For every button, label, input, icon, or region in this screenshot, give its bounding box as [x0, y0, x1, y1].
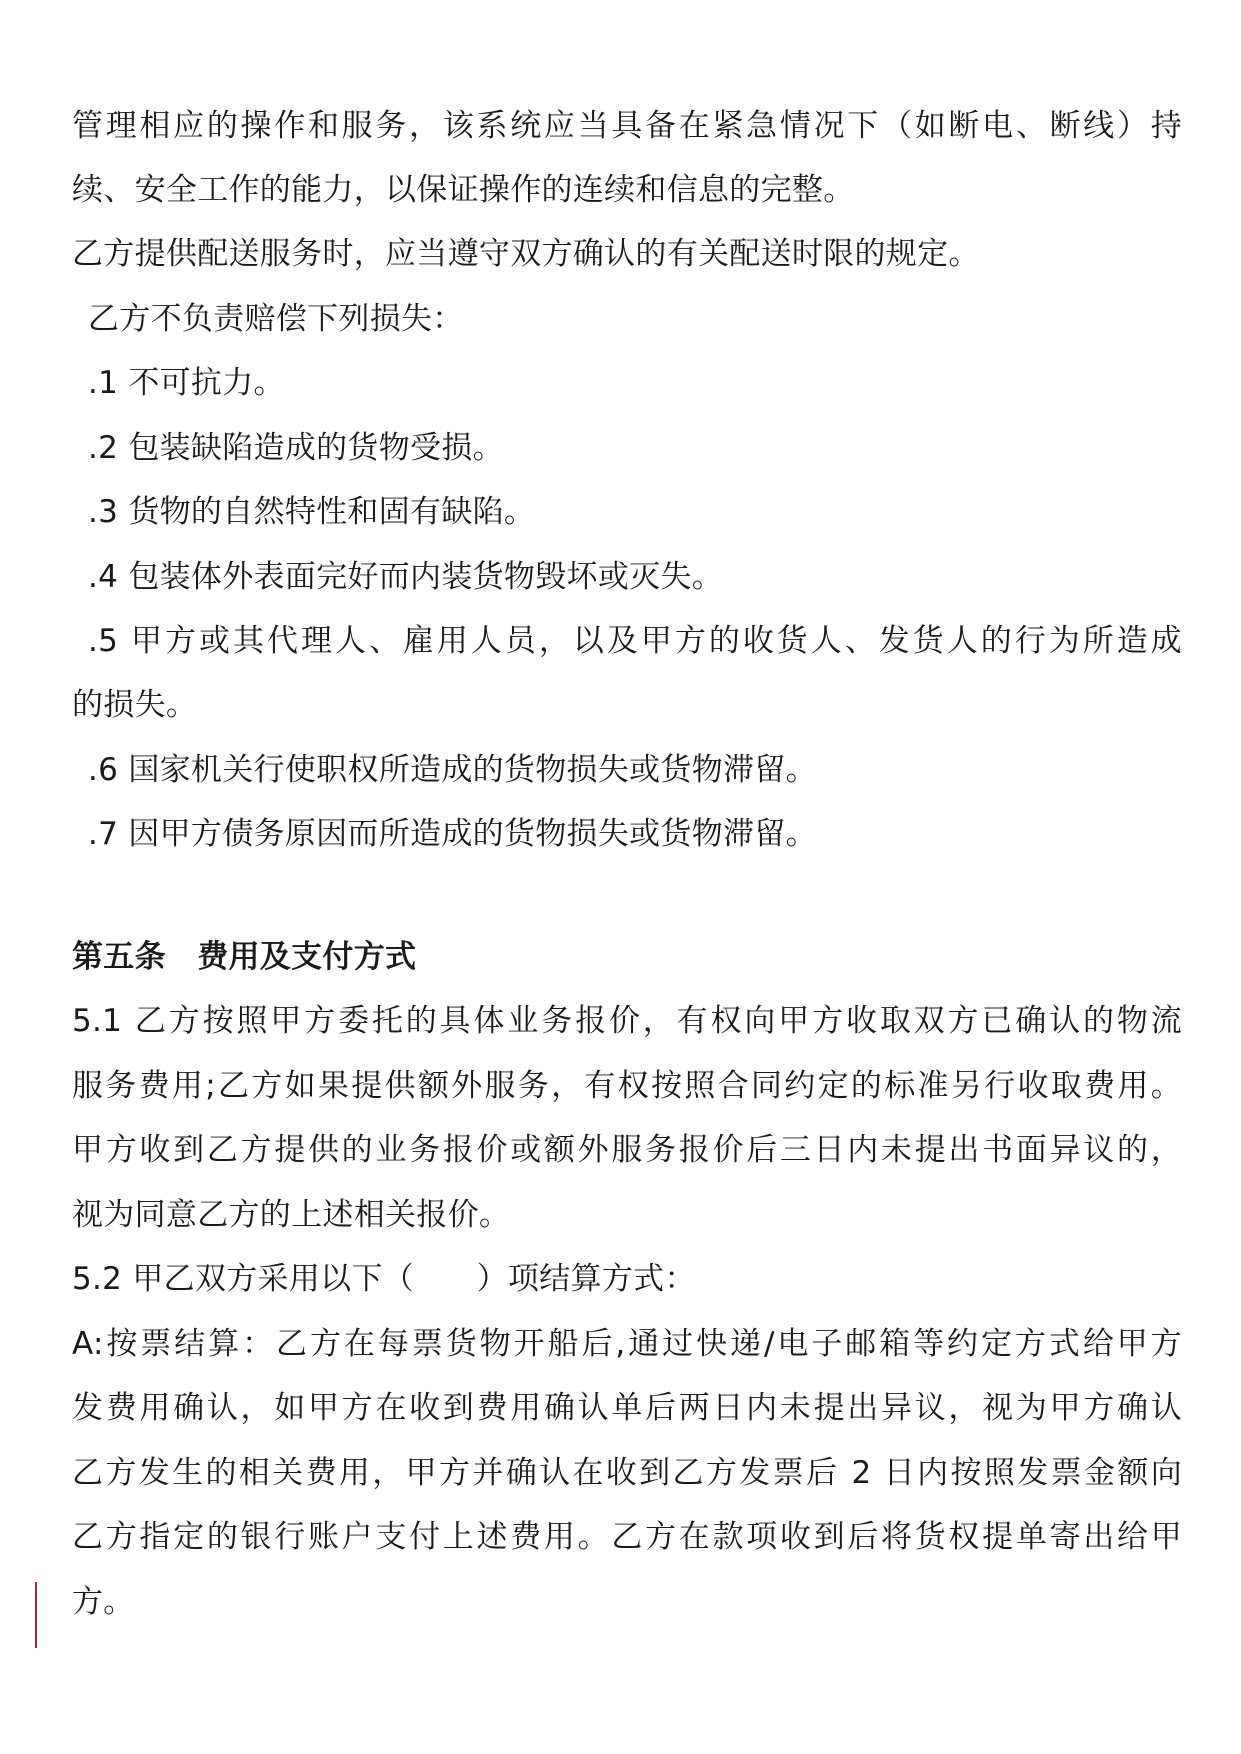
paragraph-line: A:按票结算：乙方在每票货物开船后,通过快递/电子邮箱等约定方式给甲方 [72, 1326, 1182, 1362]
paragraph-line: 管理相应的操作和服务，该系统应当具备在紧急情况下（如断电、断线）持 [72, 108, 1182, 144]
list-item: .6 国家机关行使职权所造成的货物损失或货物滞留。 [88, 752, 817, 788]
paragraph-line: 视为同意乙方的上述相关报价。 [72, 1197, 511, 1233]
paragraph-line: 甲方收到乙方提供的业务报价或额外服务报价后三日内未提出书面异议的， [72, 1132, 1182, 1168]
paragraph-line: 乙方提供配送服务时，应当遵守双方确认的有关配送时限的规定。 [72, 236, 980, 272]
paragraph-line: 方。 [72, 1584, 135, 1620]
margin-change-bar [35, 1582, 37, 1648]
paragraph-line: 乙方发生的相关费用，甲方并确认在收到乙方发票后 2 日内按照发票金额向 [72, 1455, 1182, 1491]
section-heading: 第五条 费用及支付方式 [72, 939, 417, 975]
list-intro: 乙方不负责赔偿下列损失： [88, 301, 464, 337]
paragraph-line: 5.2 甲乙双方采用以下（ ）项结算方式： [72, 1261, 696, 1297]
paragraph-line: 服务费用;乙方如果提供额外服务，有权按照合同约定的标准另行收取费用。 [72, 1068, 1182, 1104]
list-item: .5 甲方或其代理人、雇用人员，以及甲方的收货人、发货人的行为所造成 [88, 623, 1182, 659]
list-item-continuation: 的损失。 [72, 687, 198, 723]
paragraph-line: 续、安全工作的能力，以保证操作的连续和信息的完整。 [72, 172, 855, 208]
list-item: .2 包装缺陷造成的货物受损。 [88, 430, 504, 466]
paragraph-line: 发费用确认，如甲方在收到费用确认单后两日内未提出异议，视为甲方确认 [72, 1390, 1182, 1426]
paragraph-line: 乙方指定的银行账户支付上述费用。乙方在款项收到后将货权提单寄出给甲 [72, 1519, 1182, 1555]
list-item: .3 货物的自然特性和固有缺陷。 [88, 494, 536, 530]
paragraph-line: 5.1 乙方按照甲方委托的具体业务报价，有权向甲方收取双方已确认的物流 [72, 1003, 1182, 1039]
list-item: .7 因甲方债务原因而所造成的货物损失或货物滞留。 [88, 816, 817, 852]
list-item: .1 不可抗力。 [88, 365, 285, 401]
list-item: .4 包装体外表面完好而内装货物毁坏或灭失。 [88, 559, 724, 595]
